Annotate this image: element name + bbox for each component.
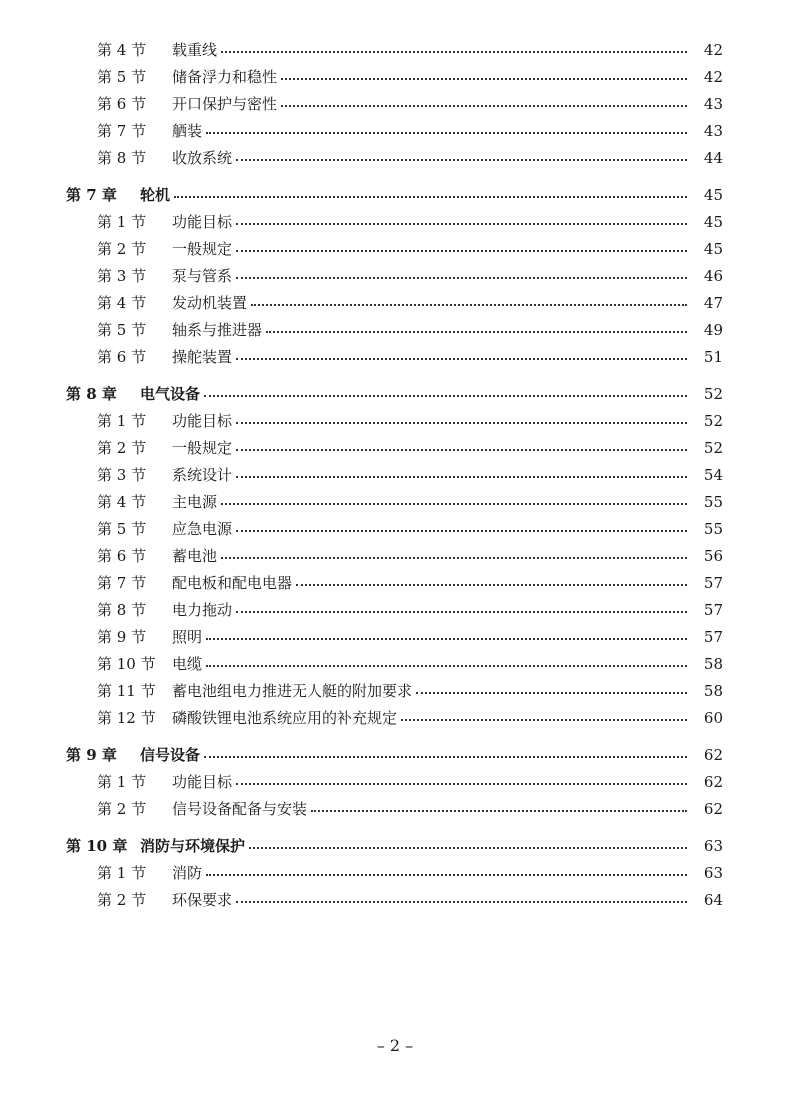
toc-page-number: 45	[703, 240, 723, 258]
toc-entry-title: 磷酸铁锂电池系统应用的补充规定	[172, 709, 398, 727]
toc-entry-title: 功能目标	[172, 773, 233, 791]
toc-section-row[interactable]	[0, 147, 790, 169]
toc-leader-dots	[236, 277, 687, 279]
toc-page-number: 57	[703, 628, 723, 646]
toc-leader-dots	[236, 530, 687, 532]
toc-leader-dots	[236, 223, 687, 225]
toc-page-number: 42	[703, 41, 723, 59]
toc-leader-dots	[204, 756, 687, 758]
toc-section-row[interactable]	[0, 464, 790, 486]
toc-entry-number: 第 2 节	[97, 439, 147, 457]
toc-entry-number: 第 9 节	[97, 628, 147, 646]
toc-entry-number: 第 7 章	[66, 186, 117, 204]
toc-section-row[interactable]	[0, 93, 790, 115]
toc-page-number: 52	[703, 412, 723, 430]
toc-entry-title: 轮机	[140, 186, 171, 204]
toc-section-row[interactable]	[0, 346, 790, 368]
toc-page-number: 44	[703, 149, 723, 167]
toc-entry-title: 蓄电池组电力推进无人艇的附加要求	[172, 682, 413, 700]
toc-entry-title: 泵与管系	[172, 267, 233, 285]
toc-leader-dots	[251, 304, 687, 306]
toc-entry-title: 轴系与推进器	[172, 321, 263, 339]
toc-entry-title: 一般规定	[172, 240, 233, 258]
toc-entry-title: 储备浮力和稳性	[172, 68, 278, 86]
toc-page-number: 57	[703, 601, 723, 619]
toc-entry-title: 电气设备	[140, 385, 201, 403]
toc-entry-title: 电力拖动	[172, 601, 233, 619]
toc-entry-title: 发动机装置	[172, 294, 248, 312]
toc-section-row[interactable]	[0, 437, 790, 459]
toc-entry-number: 第 2 节	[97, 240, 147, 258]
toc-page-number: 58	[703, 682, 723, 700]
toc-entry-number: 第 4 节	[97, 493, 147, 511]
toc-leader-dots	[401, 719, 687, 721]
toc-entry-number: 第 4 节	[97, 294, 147, 312]
toc-section-row[interactable]	[0, 518, 790, 540]
toc-entry-number: 第 6 节	[97, 547, 147, 565]
toc-page-number: 45	[703, 186, 723, 204]
toc-entry-title: 收放系统	[172, 149, 233, 167]
toc-section-row[interactable]	[0, 862, 790, 884]
toc-section-row[interactable]	[0, 319, 790, 341]
toc-entry-title: 信号设备	[140, 746, 201, 764]
toc-entry-title: 开口保护与密性	[172, 95, 278, 113]
toc-section-row[interactable]	[0, 889, 790, 911]
toc-section-row[interactable]	[0, 265, 790, 287]
toc-leader-dots	[281, 105, 687, 107]
toc-chapter-row[interactable]	[0, 184, 790, 206]
toc-entry-number: 第 1 节	[97, 412, 147, 430]
toc-page-number: 46	[703, 267, 723, 285]
toc-entry-number: 第 8 章	[66, 385, 117, 403]
toc-entry-number: 第 3 节	[97, 466, 147, 484]
toc-page-number: 63	[703, 864, 723, 882]
toc-page-number: 42	[703, 68, 723, 86]
toc-leader-dots	[296, 584, 687, 586]
toc-leader-dots	[236, 611, 687, 613]
toc-entry-title: 蓄电池	[172, 547, 218, 565]
toc-page-number: 45	[703, 213, 723, 231]
toc-leader-dots	[206, 665, 687, 667]
toc-leader-dots	[206, 132, 687, 134]
toc-entry-number: 第 7 节	[97, 122, 147, 140]
toc-section-row[interactable]	[0, 545, 790, 567]
toc-page-number: 52	[703, 385, 723, 403]
toc-entry-number: 第 12 节	[97, 709, 156, 727]
toc-entry-number: 第 5 节	[97, 321, 147, 339]
toc-section-row[interactable]	[0, 680, 790, 702]
toc-leader-dots	[221, 51, 687, 53]
toc-leader-dots	[236, 783, 687, 785]
toc-entry-number: 第 10 章	[66, 837, 128, 855]
page-number: – 2 –	[376, 1036, 414, 1055]
toc-section-row[interactable]	[0, 707, 790, 729]
toc-entry-title: 配电板和配电电器	[172, 574, 293, 592]
toc-page-number: 54	[703, 466, 723, 484]
toc-page-number: 47	[703, 294, 723, 312]
toc-entry-number: 第 11 节	[97, 682, 156, 700]
toc-entry-title: 主电源	[172, 493, 218, 511]
toc-entry-number: 第 1 节	[97, 864, 147, 882]
toc-entry-title: 信号设备配备与安装	[172, 800, 308, 818]
toc-page-number: 63	[703, 837, 723, 855]
toc-entry-number: 第 5 节	[97, 520, 147, 538]
toc-section-row[interactable]	[0, 410, 790, 432]
toc-entry-number: 第 1 节	[97, 773, 147, 791]
toc-entry-number: 第 2 节	[97, 891, 147, 909]
toc-section-row[interactable]	[0, 653, 790, 675]
toc-entry-number: 第 3 节	[97, 267, 147, 285]
toc-entry-title: 应急电源	[172, 520, 233, 538]
toc-entry-title: 系统设计	[172, 466, 233, 484]
toc-entry-number: 第 2 节	[97, 800, 147, 818]
toc-entry-title: 环保要求	[172, 891, 233, 909]
toc-leader-dots	[206, 874, 687, 876]
toc-section-row[interactable]	[0, 66, 790, 88]
toc-leader-dots	[206, 638, 687, 640]
toc-leader-dots	[236, 358, 687, 360]
toc-entry-title: 功能目标	[172, 412, 233, 430]
toc-entry-title: 消防与环境保护	[140, 837, 246, 855]
toc-leader-dots	[311, 810, 687, 812]
toc-chapter-row[interactable]	[0, 383, 790, 405]
toc-entry-number: 第 9 章	[66, 746, 117, 764]
toc-page-number: 43	[703, 95, 723, 113]
toc-page-number: 62	[703, 800, 723, 818]
toc-entry-title: 舾装	[172, 122, 203, 140]
toc-entry-title: 电缆	[172, 655, 203, 673]
toc-leader-dots	[221, 503, 687, 505]
toc-page-number: 62	[703, 746, 723, 764]
toc-leader-dots	[174, 196, 687, 198]
toc-section-row[interactable]	[0, 120, 790, 142]
toc-page-number: 56	[703, 547, 723, 565]
toc-page-number: 51	[703, 348, 723, 366]
toc-entry-number: 第 8 节	[97, 601, 147, 619]
toc-page-number: 57	[703, 574, 723, 592]
toc-section-row[interactable]	[0, 572, 790, 594]
toc-leader-dots	[236, 901, 687, 903]
toc-leader-dots	[236, 476, 687, 478]
toc-section-row[interactable]	[0, 39, 790, 61]
toc-leader-dots	[221, 557, 687, 559]
toc-section-row[interactable]	[0, 771, 790, 793]
toc-section-row[interactable]	[0, 491, 790, 513]
toc-entry-title: 一般规定	[172, 439, 233, 457]
toc-section-row[interactable]	[0, 211, 790, 233]
toc-section-row[interactable]	[0, 599, 790, 621]
toc-entry-number: 第 6 节	[97, 348, 147, 366]
toc-entry-title: 照明	[172, 628, 203, 646]
toc-section-row[interactable]	[0, 798, 790, 820]
toc-leader-dots	[236, 159, 687, 161]
toc-section-row[interactable]	[0, 626, 790, 648]
toc-entry-title: 操舵装置	[172, 348, 233, 366]
toc-page-number: 55	[703, 520, 723, 538]
toc-leader-dots	[236, 449, 687, 451]
toc-entry-title: 载重线	[172, 41, 218, 59]
toc-entry-number: 第 6 节	[97, 95, 147, 113]
toc-chapter-row[interactable]	[0, 835, 790, 857]
toc-leader-dots	[266, 331, 687, 333]
toc-entry-title: 消防	[172, 864, 203, 882]
toc-page-number: 64	[703, 891, 723, 909]
toc-page-number: 60	[703, 709, 723, 727]
toc-entry-number: 第 8 节	[97, 149, 147, 167]
toc-leader-dots	[416, 692, 687, 694]
toc-page-number: 52	[703, 439, 723, 457]
toc-entry-number: 第 5 节	[97, 68, 147, 86]
toc-leader-dots	[236, 422, 687, 424]
toc-section-row[interactable]	[0, 238, 790, 260]
toc-page-number: 43	[703, 122, 723, 140]
toc-leader-dots	[236, 250, 687, 252]
toc-leader-dots	[204, 395, 687, 397]
toc-entry-number: 第 10 节	[97, 655, 156, 673]
toc-chapter-row[interactable]	[0, 744, 790, 766]
toc-leader-dots	[281, 78, 687, 80]
toc-page-number: 49	[703, 321, 723, 339]
toc-entry-number: 第 1 节	[97, 213, 147, 231]
toc-entry-number: 第 4 节	[97, 41, 147, 59]
toc-entry-title: 功能目标	[172, 213, 233, 231]
toc-entry-number: 第 7 节	[97, 574, 147, 592]
toc-page-number: 62	[703, 773, 723, 791]
toc-page-number: 55	[703, 493, 723, 511]
toc-section-row[interactable]	[0, 292, 790, 314]
toc-leader-dots	[249, 847, 687, 849]
toc-page-number: 58	[703, 655, 723, 673]
